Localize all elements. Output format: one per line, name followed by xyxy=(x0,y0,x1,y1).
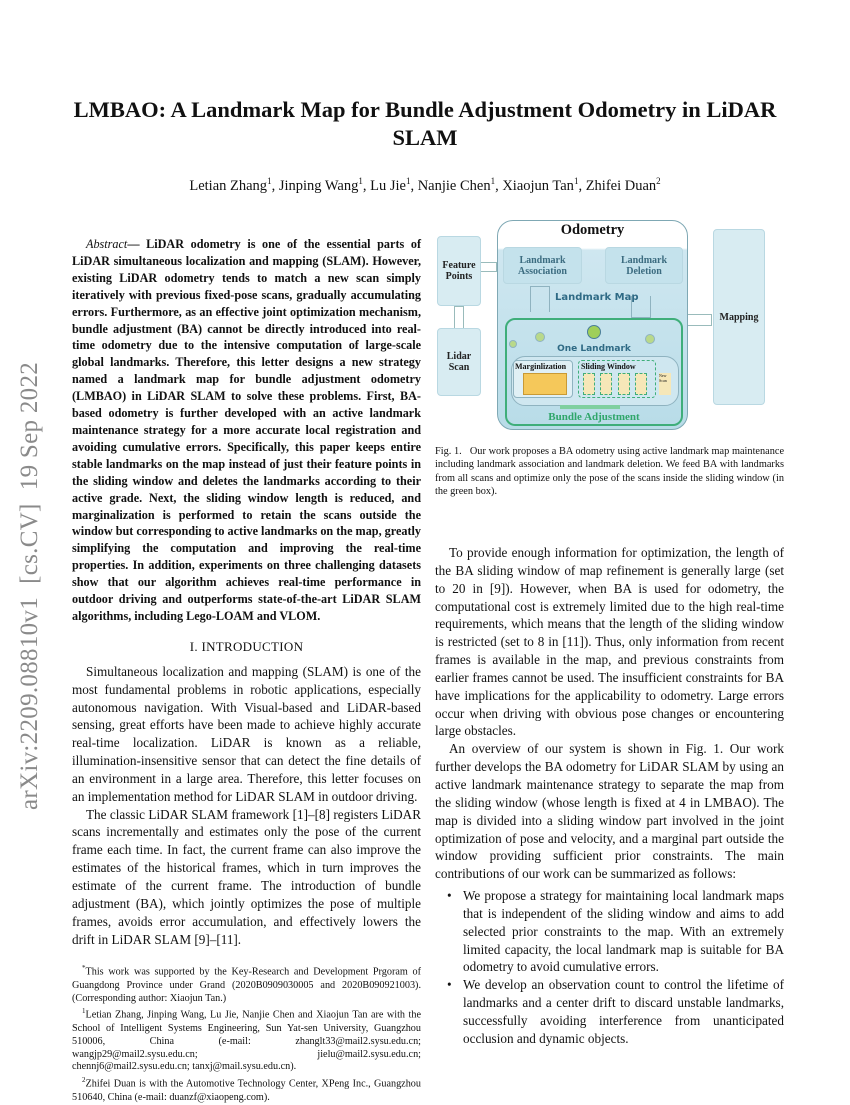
footnote: $^2$Zhifei Duan is with the Automotive Technology Center, XPeng Inc., Guangzhou 510640, China (e-mail: duanzf@xiaopeng.com). xyxy=(72,1076,421,1103)
lidar-scan-box: Lidar Scan xyxy=(437,328,481,396)
left-arrow-icon xyxy=(560,405,620,409)
bullet-icon: • xyxy=(447,977,452,993)
window-scan xyxy=(600,373,612,395)
feature-points-box: Feature Points xyxy=(437,236,481,306)
footnote: *This work was supported by the Key-Research and Development Prgoram of Guangdong Province under Grand (2020B0909030005 and 2020B090921003). (Corresponding author: Xiaojun Tan.) xyxy=(72,964,421,1004)
introduction-text xyxy=(72,663,421,949)
window-scan xyxy=(583,373,595,395)
landmark-icon xyxy=(535,332,545,342)
figure-system-overview xyxy=(435,210,845,440)
contributions-list xyxy=(435,887,784,1048)
bullet-icon: • xyxy=(447,888,452,904)
caption-label: Fig. 1. xyxy=(435,446,462,457)
abstract-text: — LiDAR odometry is one of the essential parts of LiDAR simultaneous localization and mapping (SLAM). However, existing LiDAR odometry tends to match a new scan simply iteratively with previous fixed-pose scans, gradually accumulating errors. Furthermore, as an effective joint optimization mechanism, bundle adjustment (BA) cannot be directly introduced into real-time odometry due to the intensive computation of large-scale global landmarks. Therefore, this letter designs a new strategy named a landmark map for bundle adjustment odometry (LMBAO) in LiDAR SLAM to solve these problems. First, BA-based odometry is further developed with an active landmark maintenance strategy for a more accurate local registration and avoiding cumulative errors. Specifically, this paper keeps entire stable landmarks on the map instead of just their feature points in the sliding window and deletes the landmarks according to their active grade. Next, the sliding window length is reduced, and marginalization is performed to retain the scans outside the window but corresponding to active landmarks on the map, greatly simplifying the computation and improving the real-time properties. In addition, experiments on three challenging datasets show that our algorithm achieves real-time performance in outdoor driving and outperforms state-of-the-art LiDAR SLAM algorithms, including Lego-LOAM and VLOM. xyxy=(72,237,421,623)
down-arrow-icon xyxy=(530,286,550,312)
arxiv-stamp: arXiv:2209.08810v1 [cs.CV] 19 Sep 2022 xyxy=(16,361,43,810)
landmark-icon xyxy=(645,334,655,344)
right-arrow-icon xyxy=(481,262,497,272)
odometry-title: Odometry xyxy=(560,222,625,238)
paragraph: The classic LiDAR SLAM framework [1]–[8] registers LiDAR scans incrementally and estimates only the pose of the current frame each time. In fact, the current frame can also improve the estimates of the historical frames, which in turn improves the estimate of the current frame. The introduction of bundle adjustment (BA), which jointly optimizes the pose of multiple frames, avoids error accumulation, and effectively lowers the drift in LiDAR SLAM [9]–[11]. xyxy=(72,806,421,947)
author: Lu Jie$^1$, xyxy=(370,176,418,194)
author-list xyxy=(60,176,790,195)
new-scan: New Scan xyxy=(659,373,671,395)
figure-caption xyxy=(435,445,784,499)
abstract-label: Abstract xyxy=(86,237,128,251)
paper-title: LMBAO: A Landmark Map for Bundle Adjustment Odometry in LiDAR SLAM xyxy=(73,97,777,150)
marginalization-label: Marginlization xyxy=(515,362,567,371)
mapping-box: Mapping xyxy=(713,229,765,405)
paragraph: An overview of our system is shown in Fig. 1. Our work further develops the BA odometry for LiDAR SLAM by using an active landmark maintenance strategy to separate the map from the sliding window (whose length is fixed at 4 in LMBAO). The map is divided into a sliding window part involved in the joint optimization of pose and velocity, and a marginal part outside the window providing sufficient prior constraints. The main contributions of our work can be summarized as follows: xyxy=(435,741,784,882)
right-column-text xyxy=(435,544,784,1048)
paragraph: To provide enough information for optimization, the length of the BA sliding window of map refinement is generally large (set to 20 in [9]). However, when BA is used for odometry, the computational cost is extremely limited due to the high real-time requirements, which means that the length of the sliding window is restricted (set to 8 in [11]). Thus, only information from recent frames is available in the map, and previous constraints from earlier frames cannot be used. The insufficient constraints for BA have implications for the applicability to odometry. Large errors occur when driving with obvious pose changes or encountering large obstacles. xyxy=(435,545,784,739)
author: Letian Zhang$^1$, xyxy=(189,176,279,194)
left-column xyxy=(72,236,421,1105)
author: Jinping Wang$^1$, xyxy=(278,176,371,194)
author: Xiaojun Tan$^1$, xyxy=(502,176,586,194)
paragraph: Simultaneous localization and mapping (SLAM) is one of the most fundamental problems in robotic applications, especially autonomous navigation. With Visual-based and LiDAR-based sensing, great efforts have been made to achieve highly accurate real-time localization. LiDAR is known as a reliable, illumination-insensitive sensor that can detect the fine details of an environment in a large area. Therefore, this letter focuses on an implementation method for LiDAR SLAM in outdoor driving. xyxy=(72,663,421,804)
landmark-icon xyxy=(587,325,601,339)
sliding-window-label: Sliding Window xyxy=(581,362,636,371)
list-item: • We propose a strategy for maintaining local landmark maps that is independent of the sliding window and aims to add selected prior constraints to the map. With an extremely limited capacity, the local landmark map is suitable for BA odometry to avoid cumulative errors. xyxy=(447,888,784,975)
abstract xyxy=(72,236,421,625)
author: Zhifei Duan$^2$ xyxy=(585,176,661,194)
list-item: • We develop an observation count to control the lifetime of landmarks and a center drift to discard unstable landmarks, successfully avoiding interference from unanticipated occlusion and dynamic objects. xyxy=(447,977,784,1046)
landmark-deletion-box: Landmark Deletion xyxy=(605,247,683,284)
caption-text: Our work proposes a BA odometry using active landmark map maintenance including landmark association and landmark deletion. We feed BA with landmarks from all scans and optimize only the pose of the scans inside the sliding window (in the green box). xyxy=(435,446,785,498)
footnote: $^1$Letian Zhang, Jinping Wang, Lu Jie, Nanjie Chen and Xiaojun Tan are with the School of Intelligent Systems Engineering, Sun Yat-sen University, Guangzhou 510006, China (e-mail: zhanglt33@mail2.sysu.edu.cn; wangjp29@mail2.sysu.edu.cn; jielu@mail2.sysu.edu.cn; chennj6@mail2.sysu.edu.cn; tanxj@mail.sysu.edu.cn). xyxy=(72,1007,421,1073)
marginalized-scans xyxy=(523,373,567,395)
right-arrow-icon xyxy=(688,314,712,326)
window-scan xyxy=(618,373,630,395)
author: Nanjie Chen$^1$, xyxy=(417,176,503,194)
window-scan xyxy=(635,373,647,395)
bundle-adjustment-label: Bundle Adjustment xyxy=(548,411,640,423)
landmark-association-box: Landmark Association xyxy=(503,247,582,284)
section-heading: I. INTRODUCTION xyxy=(189,638,304,654)
one-landmark-label: One Landmark xyxy=(557,344,631,354)
landmark-map-label: Landmark Map xyxy=(555,292,639,303)
footnotes xyxy=(72,948,421,1104)
up-arrow-icon xyxy=(454,306,464,328)
